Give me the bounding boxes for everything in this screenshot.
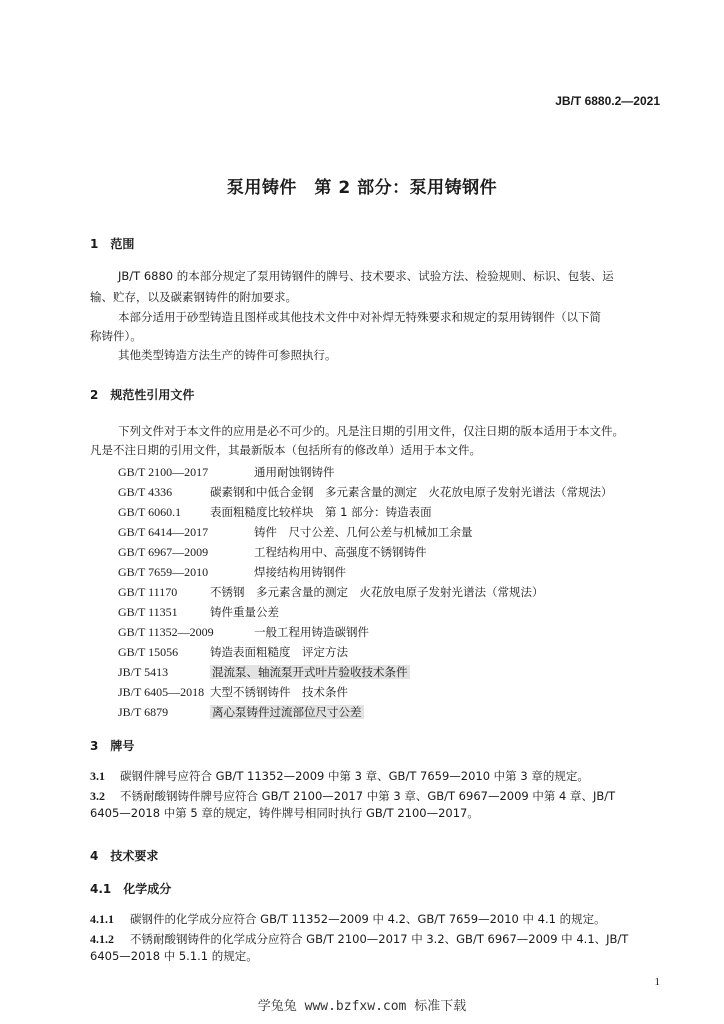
scope-paragraph-1-line-2: 输、贮存，以及碳素钢铸件的附加要求。 (90, 290, 297, 304)
section-1-heading: 1 范围 (90, 237, 135, 251)
page-number: 1 (654, 976, 660, 988)
clause-3-2-line-2: 6405—2018 中第 5 章的规定，铸件牌号相同时执行 GB/T 2100—2017。 (90, 806, 479, 820)
reference-name: 铸件 尺寸公差、几何公差与机械加工余量 (254, 525, 473, 539)
reference-item (118, 704, 364, 720)
references-intro-line-2: 凡是不注日期的引用文件，其最新版本（包括所有的修改单）适用于本文件。 (90, 443, 481, 457)
scope-paragraph-1-line-1: JB/T 6880 的本部分规定了泵用铸钢件的牌号、技术要求、试验方法、检验规则、标识、包装、运 (118, 269, 614, 283)
reference-item (118, 564, 346, 580)
reference-name: 铸件重量公差 (210, 605, 279, 619)
references-intro-line-1: 下列文件对于本文件的应用是必不可少的。凡是注日期的引用文件，仅注日期的版本适用于本文件。 (118, 424, 624, 438)
reference-code: JB/T 6405—2018 (118, 685, 205, 699)
reference-code: GB/T 6060.1 (118, 505, 182, 519)
reference-item (118, 664, 410, 680)
section-4-heading: 4 技术要求 (90, 849, 159, 863)
reference-name: 焊接结构用铸钢件 (254, 565, 346, 579)
reference-item (118, 504, 432, 520)
reference-code: GB/T 11351 (118, 605, 178, 619)
section-2-heading: 2 规范性引用文件 (90, 388, 195, 402)
clause-3-1 (90, 768, 589, 784)
reference-item (118, 624, 369, 640)
clause-4-1-2-line-2: 6405—2018 中 5.1.1 的规定。 (90, 949, 258, 963)
reference-name: 工程结构用中、高强度不锈钢铸件 (254, 545, 427, 559)
scope-paragraph-2-line-2: 称铸件）。 (90, 329, 142, 343)
scope-paragraph-2-line-1: 本部分适用于砂型铸造且图样或其他技术文件中对补焊无特殊要求和规定的泵用铸钢件（以下简 (118, 310, 601, 324)
clause-number: 3.1 (90, 769, 105, 783)
reference-name: 离心泵铸件过流部位尺寸公差 (212, 705, 362, 719)
clause-text: 碳钢件的化学成分应符合 GB/T 11352—2009 中 4.2、GB/T 7659—2010 中 4.1 的规定。 (130, 912, 606, 926)
reference-code: GB/T 6414—2017 (118, 525, 209, 539)
clause-3-2 (90, 788, 615, 804)
reference-item (118, 684, 348, 700)
clause-text: 碳钢件牌号应符合 GB/T 11352—2009 中第 3 章、GB/T 7659—2010 中第 3 章的规定。 (120, 769, 589, 783)
reference-code: JB/T 5413 (118, 665, 169, 679)
clause-text: 不锈耐酸钢铸件的化学成分应符合 GB/T 2100—2017 中 3.2、GB/T 6967—2009 中 4.1、JB/T (130, 932, 629, 946)
reference-code: JB/T 6879 (118, 705, 169, 719)
reference-name: 不锈钢 多元素含量的测定 火花放电原子发射光谱法（常规法） (210, 585, 544, 599)
reference-item (118, 544, 427, 560)
reference-name: 铸造表面粗糙度 评定方法 (210, 645, 348, 659)
clause-4-1-1 (90, 911, 606, 927)
watermark-footer: 学兔兔 www.bzfxw.com 标准下载 (257, 999, 467, 1014)
document-title: 泵用铸件 第 2 部分：泵用铸钢件 (226, 178, 498, 198)
clause-number: 4.1.1 (90, 912, 114, 926)
reference-code: GB/T 2100—2017 (118, 465, 209, 479)
standard-code: JB/T 6880.2—2021 (555, 94, 660, 108)
reference-name: 大型不锈钢铸件 技术条件 (210, 685, 348, 699)
reference-item (118, 604, 279, 620)
clause-number: 3.2 (90, 789, 105, 803)
reference-item (118, 524, 473, 540)
reference-code: GB/T 7659—2010 (118, 565, 209, 579)
reference-item (118, 464, 335, 480)
reference-name: 表面粗糙度比较样块 第 1 部分：铸造表面 (210, 505, 432, 519)
subsection-4-1-heading: 4.1 化学成分 (90, 882, 172, 896)
reference-code: GB/T 15056 (118, 645, 179, 659)
reference-code: GB/T 4336 (118, 485, 173, 499)
section-3-heading: 3 牌号 (90, 739, 135, 753)
reference-item (118, 584, 544, 600)
scope-paragraph-3: 其他类型铸造方法生产的铸件可参照执行。 (118, 348, 337, 362)
reference-code: GB/T 6967—2009 (118, 545, 209, 559)
reference-code: GB/T 11170 (118, 585, 178, 599)
reference-name: 混流泵、轴流泵开式叶片验收技术条件 (212, 665, 408, 679)
clause-text: 不锈耐酸钢铸件牌号应符合 GB/T 2100—2017 中第 3 章、GB/T 6967—2009 中第 4 章、JB/T (120, 789, 616, 803)
reference-name: 一般工程用铸造碳钢件 (254, 625, 369, 639)
reference-item (118, 484, 613, 500)
reference-name: 通用耐蚀钢铸件 (254, 465, 335, 479)
reference-code: GB/T 11352—2009 (118, 625, 214, 639)
clause-number: 4.1.2 (90, 932, 114, 946)
reference-item (118, 644, 348, 660)
clause-4-1-2 (90, 931, 628, 947)
reference-name: 碳素钢和中低合金钢 多元素含量的测定 火花放电原子发射光谱法（常规法） (210, 485, 613, 499)
